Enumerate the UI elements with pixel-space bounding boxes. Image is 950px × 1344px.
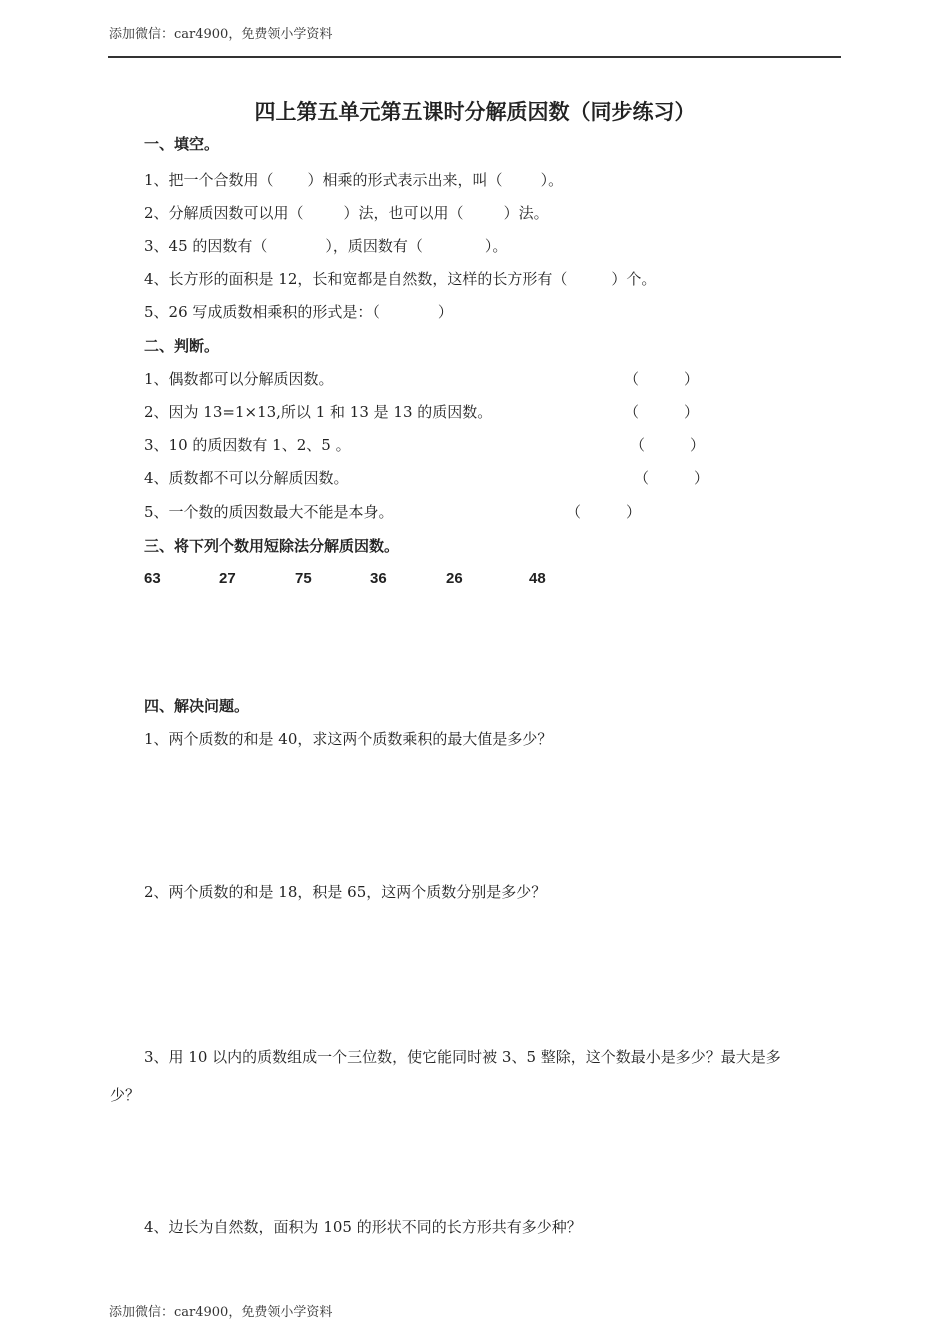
section-problems-heading: 四、解决问题。 [144,697,250,715]
judge-item-3: 3、10 的质因数有 1、2、5 。 [144,436,351,454]
judge-item-2: 2、因为 13=1×13,所以 1 和 13 是 13 的质因数。 [144,403,493,421]
fill-item-text: 1、把一个合数用（ [144,171,274,189]
fill-item-5 [144,302,453,322]
fill-item-4 [144,269,656,289]
fill-item-text: ）个。 [611,270,657,288]
number-item: 36 [370,570,387,587]
section-short-division-heading: 三、将下列个数用短除法分解质因数。 [144,537,400,555]
judge-item-4: 4、质数都不可以分解质因数。 [144,469,349,487]
fill-item-text: 3、45 的因数有（ [144,237,268,255]
problem-2: 2、两个质数的和是 18，积是 65，这两个质数分别是多少？ [144,883,547,901]
footer-note: 添加微信：car4900，免费领小学资料 [109,1305,333,1320]
judge-item-1: 1、偶数都可以分解质因数。 [144,370,334,388]
judge-answer-paren[interactable]: （ ） [630,436,706,454]
page-title: 四上第五单元第五课时分解质因数（同步练习） [254,100,696,124]
judge-item-5: 5、一个数的质因数最大不能是本身。 [144,503,394,521]
fill-item-1 [144,170,563,190]
fill-item-text: ），质因数有（ [325,237,423,255]
problem-3-line1: 3、用 10 以内的质数组成一个三位数，使它能同时被 3、5 整除，这个数最小是多少？最大是多 [144,1048,781,1066]
fill-item-text: 4、长方形的面积是 12，长和宽都是自然数，这样的长方形有（ [144,270,568,288]
fill-item-text: 2、分解质因数可以用（ [144,204,304,222]
fill-item-text: ）。 [484,237,508,255]
fill-item-text: ）相乘的形式表示出来，叫（ [307,171,503,189]
problem-4: 4、边长为自然数，面积为 105 的形状不同的长方形共有多少种？ [144,1218,582,1236]
header-note: 添加微信：car4900，免费领小学资料 [109,27,333,42]
section-fill-blank-heading: 一、填空。 [144,135,220,153]
fill-item-text: ）。 [540,171,564,189]
problem-1: 1、两个质数的和是 40，求这两个质数乘积的最大值是多少？ [144,730,553,748]
fill-item-text: 5、26 写成质数相乘积的形式是：（ [144,303,380,321]
number-item: 75 [295,570,312,587]
number-item: 26 [446,570,463,587]
number-item: 63 [144,570,161,587]
section-judge-heading: 二、判断。 [144,337,220,355]
judge-answer-paren[interactable]: （ ） [624,370,700,388]
fill-item-text: ） [437,303,453,321]
number-item: 27 [219,570,236,587]
fill-item-2 [144,203,549,223]
header-divider [108,56,841,58]
fill-item-text: ）法，也可以用（ [343,204,464,222]
problem-3-line2: 少？ [110,1086,141,1104]
judge-answer-paren[interactable]: （ ） [624,403,700,421]
judge-answer-paren[interactable]: （ ） [566,503,642,521]
fill-item-text: ）法。 [503,204,549,222]
fill-item-3 [144,236,507,256]
judge-answer-paren[interactable]: （ ） [634,469,710,487]
number-item: 48 [529,570,546,587]
